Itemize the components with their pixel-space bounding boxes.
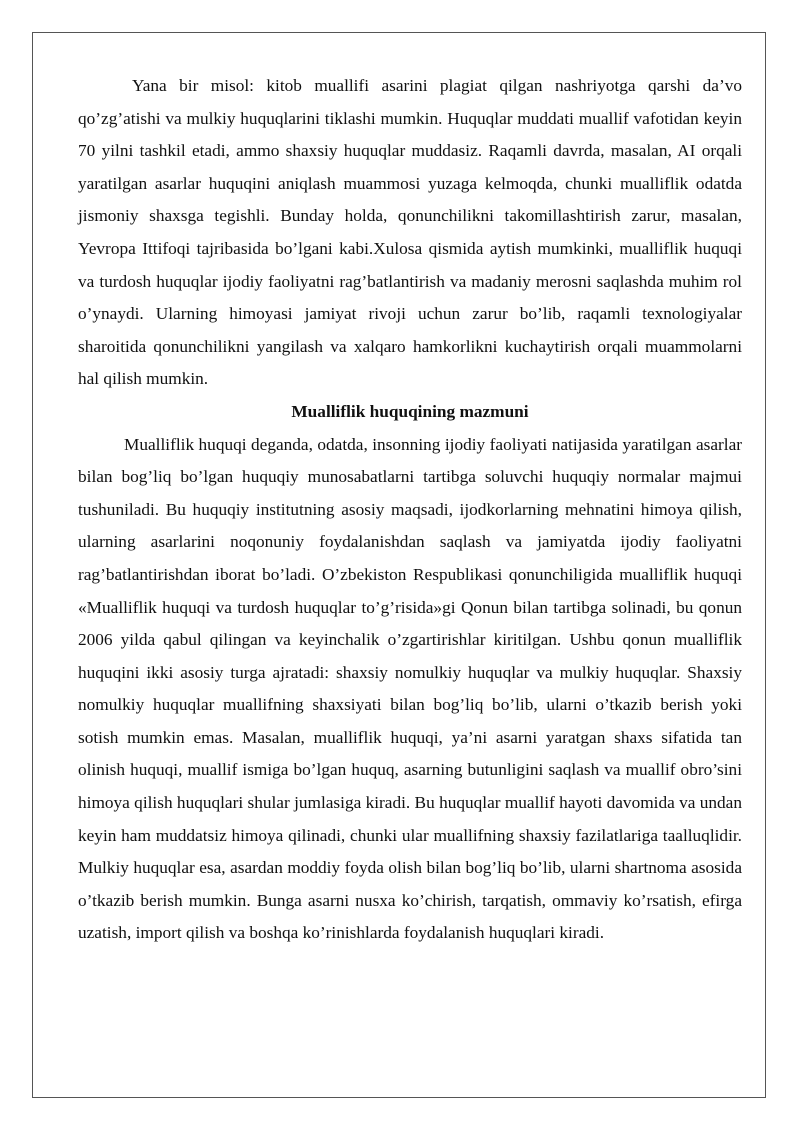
document-body bbox=[78, 70, 742, 950]
section-heading: Mualliflik huquqining mazmuni bbox=[291, 401, 529, 421]
paragraph-intro: Yana bir misol: kitob muallifi asarini plagiat qilgan nashriyotga qarshi da’vo qo’zg’atishi va mulkiy huquqlarini tiklashi mumkin. Huquqlar muddati muallif vafotidan keyin 70 yilni tashkil etadi, ammo shaxsiy huquqlar muddasiz. Raqamli davrda, masalan, AI orqali yaratilgan asarlar huquqini aniqlash muammosi yuzaga kelmoqda, chunki mualliflik odatda jismoniy shaxsga tegishli. Bunday holda, qonunchilikni takomillashtirish zarur, masalan, Yevropa Ittifoqi tajribasida bo’lgani kabi.Xulosa qismida aytish mumkinki, mualliflik huquqi va turdosh huquqlar ijodiy faoliyatni rag’batlantirish va madaniy merosni saqlashda muhim rol o’ynaydi. Ularning himoyasi jamiyat rivoji uchun zarur bo’lib, raqamli texnologiyalar sharoitida qonunchilikni yangilash va xalqaro hamkorlikni kuchaytirish orqali muammolarni hal qilish mumkin. bbox=[78, 76, 742, 389]
paragraph-main: Mualliflik huquqi deganda, odatda, insonning ijodiy faoliyati natijasida yaratilgan asarlar bilan bog’liq bo’lgan huquqiy munosabatlarni tartibga soluvchi huquqiy normalar majmui tushuniladi. Bu huquqiy institutning asosiy maqsadi, ijodkorlarning mehnatini himoya qilish, ularning asarlarini noqonuniy foydalanishdan saqlash va jamiyatda ijodiy faoliyatni rag’batlantirishdan iborat bo’ladi. O’zbekiston Respublikasi qonunchiligida mualliflik huquqi «Mualliflik huquqi va turdosh huquqlar to’g’risida»gi Qonun bilan tartibga solinadi, bu qonun 2006 yilda qabul qilingan va keyinchalik o’zgartirishlar kiritilgan. Ushbu qonun mualliflik huquqini ikki asosiy turga ajratadi: shaxsiy nomulkiy huquqlar va mulkiy huquqlar. Shaxsiy nomulkiy huquqlar muallifning shaxsiyati bilan bog’liq bo’lib, ularni o’tkazib berish yoki sotish mumkin emas. Masalan, mualliflik huquqi, ya’ni asarni yaratgan shaxs sifatida tan olinish huquqi, muallif ismiga bo’lgan huquq, asarning butunligini saqlash va muallif obro’sini himoya qilish huquqlari shular jumlasiga kiradi. Bu huquqlar muallif hayoti davomida va undan keyin ham muddatsiz himoya qilinadi, chunki ular muallifning shaxsiy fazilatlariga taalluqlidir. Mulkiy huquqlar esa, asardan moddiy foyda olish bilan bog’liq bo’lib, ularni shartnoma asosida o’tkazib berish mumkin. Bunga asarni nusxa ko’chirish, tarqatish, ommaviy ko’rsatish, efirga uzatish, import qilish va boshqa ko’rinishlarda foydalanish huquqlari kiradi. bbox=[78, 434, 742, 943]
